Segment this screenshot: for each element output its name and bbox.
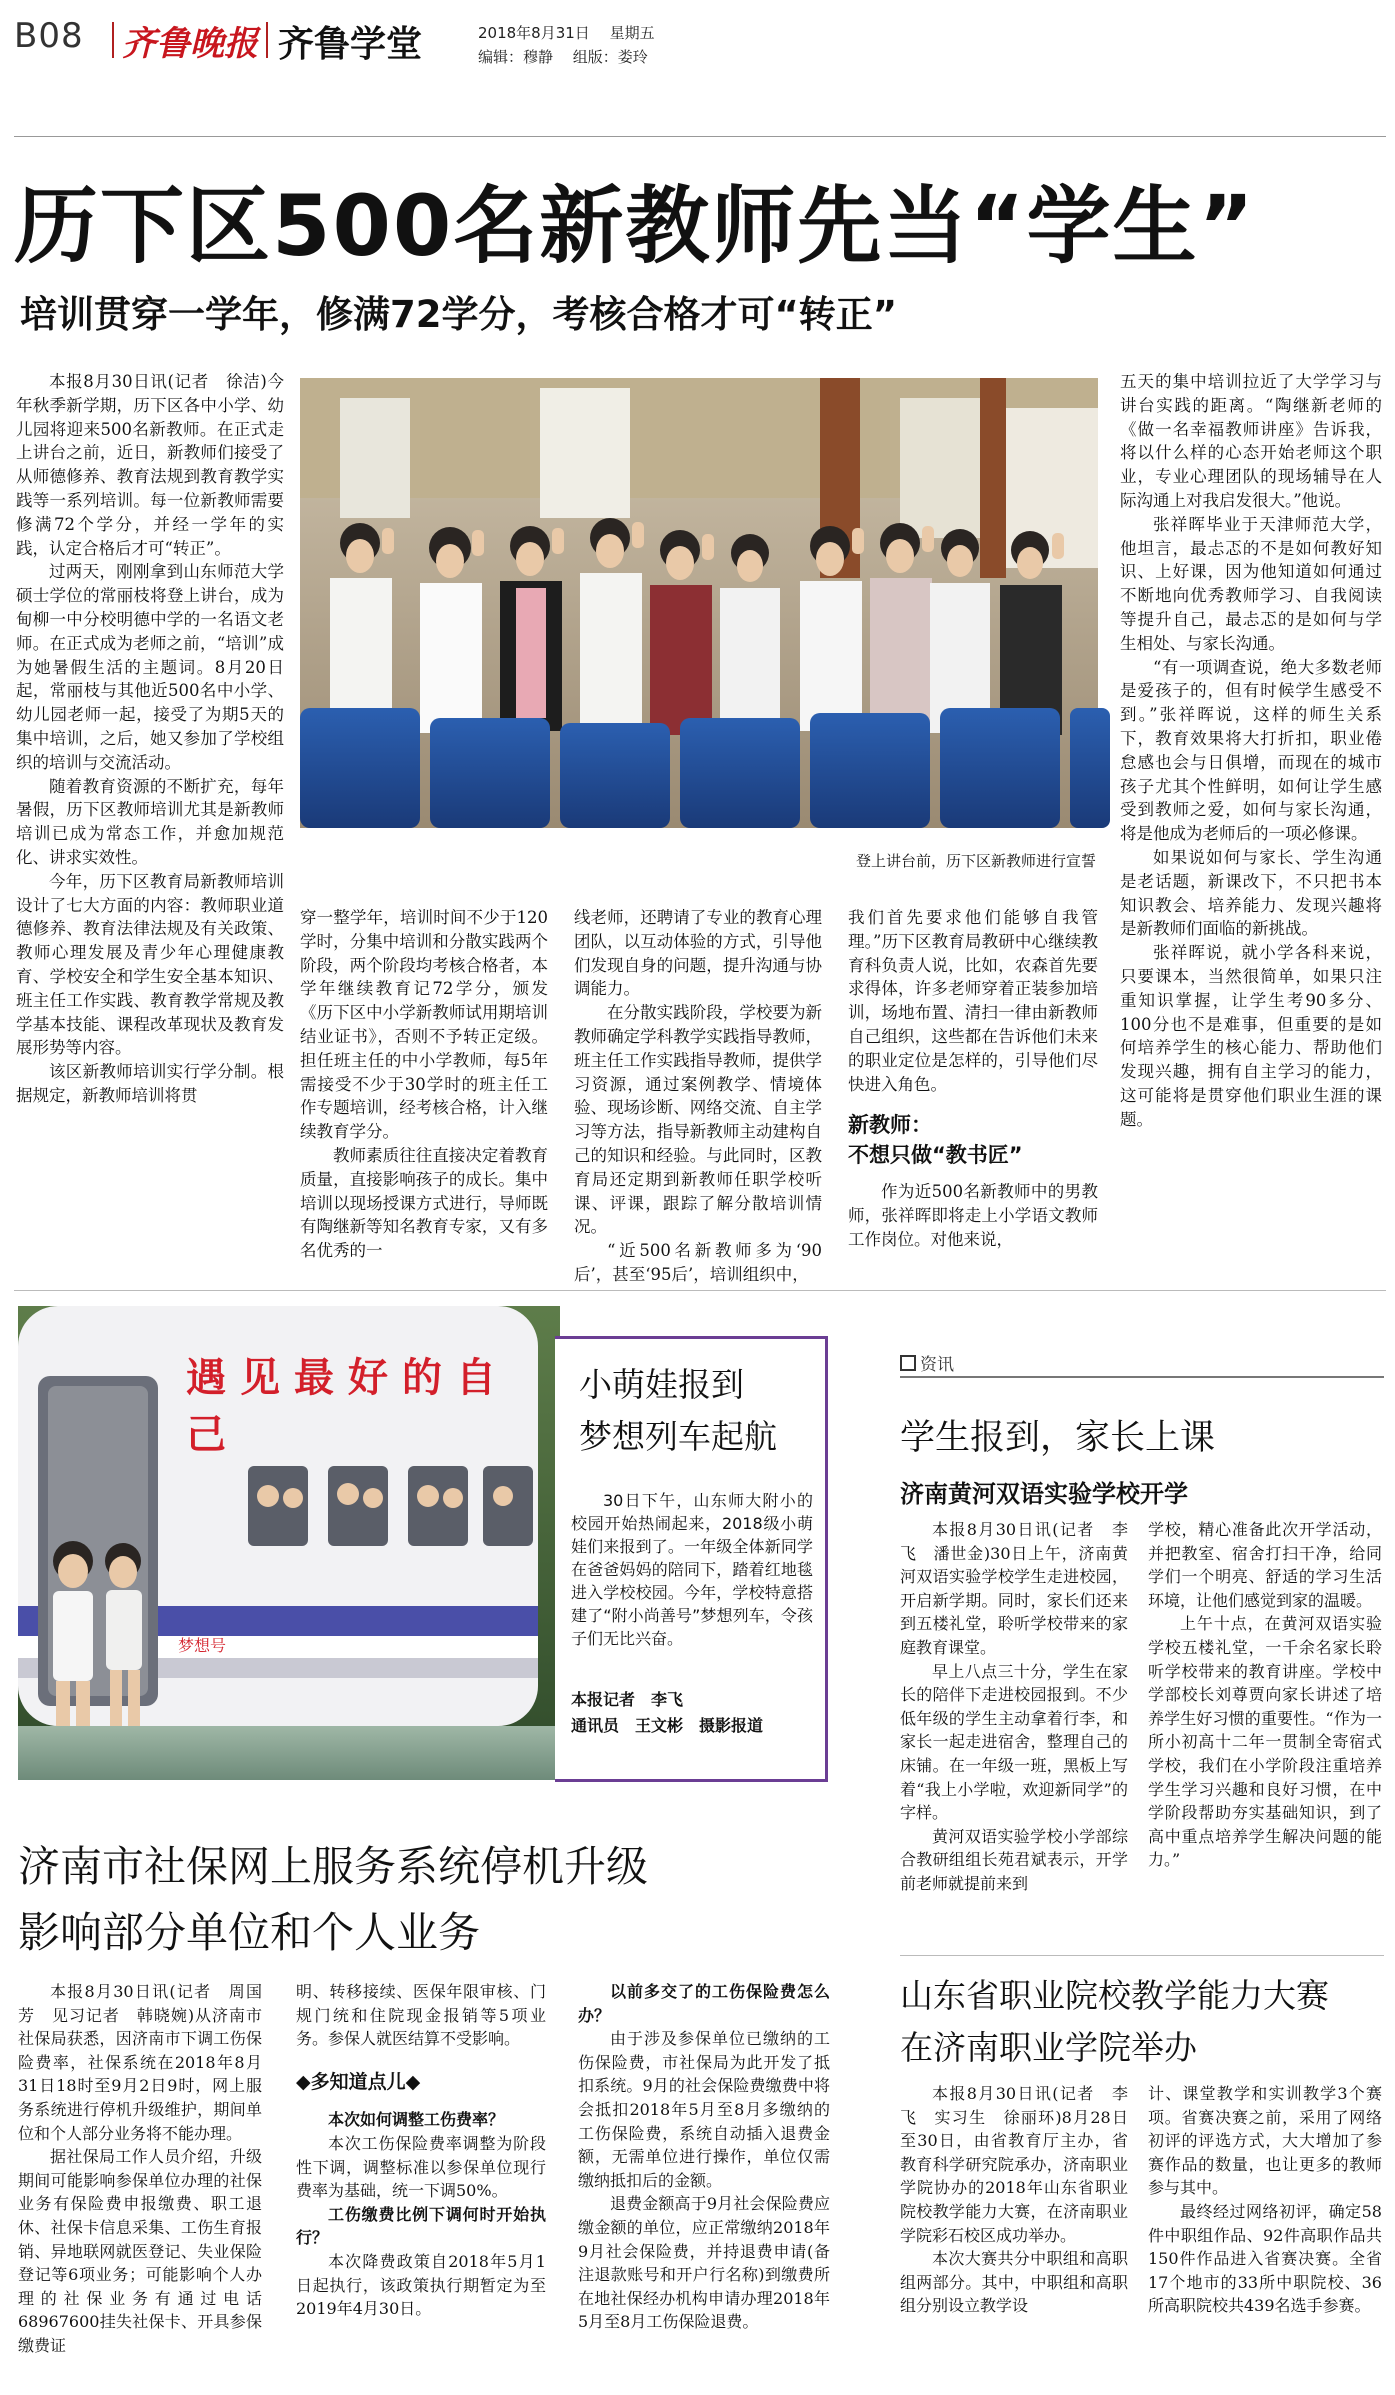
article3-headline (18, 1834, 648, 1966)
paragraph: 教师素质往往直接决定着教育质量，直接影响孩子的成长。集中培训以现场授课方式进行，导师既有陶继新等知名教育专家，又有多名优秀的一 (300, 1145, 548, 1261)
faq-answer: 本次工伤保险费率调整为阶段性下调，调整标准以参保单位现行费率为基础，统一下调50%。 (296, 2133, 546, 2201)
paragraph: 在分散实践阶段，学校要为新教师确定学科教学实践指导教师，班主任工作实践指导教师，提供学习资源，通过案例教学、情境体验、现场诊断、网络交流、自主学习等方法，指导新教师主动建构自己的知识和经验。与此同时，区教育局还定期到新教师任职学校听课、评课，跟踪了解分散培训情况。 (574, 1003, 822, 1237)
paragraph: 本报8月30日讯(记者 周国芳 见习记者 韩晓婉)从济南市社保局获悉，因济南市下调工伤保险费率，社保系统在2018年8月31日18时至9月2日9时，网上服务系统进行停机升级维护，期间单位和个人部分业务将不能办理。 (18, 1982, 262, 2143)
main-headline: 历下区500名新教师先当“学生” (14, 177, 1256, 275)
credit-line: 本报记者 李飞 (571, 1690, 684, 1709)
news2-right-col (1148, 2082, 1382, 2390)
article3-col2 (296, 1980, 546, 2390)
faq-question: 工伤缴费比例下调何时开始执行？ (296, 2204, 546, 2248)
layout-editor: 组版：娄玲 (572, 48, 648, 66)
main-article-col2 (300, 906, 548, 1260)
editor: 编辑：穆静 (478, 48, 554, 66)
paragraph: “有一项调查说，绝大多数老师是爱孩子的，但有时候学生感受不到。”张祥晖说，这样的师生关系下，教育效果将大打折扣，职业倦怠感也会与日俱增，而现在的城市孩子尤其个性鲜明，如何让学生感受到教师之爱，如何与家长沟通，将是他成为老师后的一项必修课。 (1120, 657, 1382, 844)
paragraph: 30日下午，山东师大附小的校园开始热闹起来，2018级小萌娃们来报到了。一年级全体新同学在爸爸妈妈的陪同下，踏着红地毯进入学校校园。今年，学校特意搭建了“附小尚善号”梦想列车，令孩子们无比兴奋。 (571, 1491, 813, 1648)
main-photo (300, 378, 1098, 828)
headline-line: 济南市社保网上服务系统停机升级 (18, 1842, 649, 1891)
paragraph: 过两天，刚刚拿到山东师范大学硕士学位的常丽枝将登上讲台，成为甸柳一中分校明德中学的一名语文老师。在正式成为老师之前，“培训”成为她暑假生活的主题词。8月20日起，常丽枝与其他近500名中小学、幼儿园老师一起，接受了为期5天的集中培训，之后，她又参加了学校组织的培训与交流活动。 (16, 562, 284, 772)
photo-news-body (571, 1489, 813, 1669)
divider (112, 22, 114, 58)
credit-line: 通讯员 王文彬 摄影报道 (571, 1716, 764, 1735)
divider (266, 22, 268, 58)
paragraph: 本报8月30日讯(记者 李飞 潘世金)30日上午，济南黄河双语实验学校学生走进校园，开启新学期。同时，家长们还来到五楼礼堂，聆听学校带来的家庭教育课堂。 (900, 1520, 1128, 1657)
news-icon (900, 1355, 916, 1371)
main-subheadline: 培训贯穿一学年，修满72学分，考核合格才可“转正” (20, 293, 898, 336)
page-number: B08 (14, 16, 84, 56)
faq-answer: 由于涉及参保单位已缴纳的工伤保险费，市社保局为此开发了抵扣系统。9月的社会保险费缴费中将会抵扣2018年5月至8月多缴纳的工伤保险费，系统自动插入退费金额，无需单位进行操作，单位仅需缴纳抵扣后的金额。 (578, 2029, 830, 2190)
issue-date (478, 22, 655, 43)
paragraph: 本报8月30日讯(记者 徐洁)今年秋季新学期，历下区各中小学、幼儿园将迎来500名新教师。在正式走上讲台之前，近日，新教师们接受了从师德修养、教育法规到教育教学实践等一系列培训。每一位新教师需要修满72个学分，并经一学年的实践，认定合格后才可“转正”。 (16, 372, 284, 558)
paragraph: 本报8月30日讯(记者 李飞 实习生 徐丽环)8月28日至30日，由省教育厅主办，省教育科学研究院承办，济南职业学院协办的2018年山东省职业院校教学能力大赛，在济南职业学院彩石校区成功举办。 (900, 2084, 1128, 2245)
paper-logo: 齐鲁晚报 (122, 24, 258, 64)
title-line: 小萌娃报到 (579, 1365, 744, 1404)
train-car-label: 梦想号 (178, 1636, 227, 1655)
main-article-col3 (574, 906, 822, 1284)
paragraph: 该区新教师培训实行学分制。根据规定，新教师培训将贯 (16, 1062, 284, 1105)
paragraph: 学校，精心准备此次开学活动，并把教室、宿舍打扫干净，给同学们一个明亮、舒适的学习生活环境，让他们感觉到家的温暖。 (1148, 1520, 1382, 1610)
teachers-oath-photo (300, 378, 1098, 828)
news-box-label (900, 1350, 954, 1375)
photo-credits (571, 1687, 763, 1739)
paragraph: 明、转移接续、医保年限审核、门规门统和住院现金报销等5项业务。参保人就医结算不受影响。 (296, 1982, 546, 2049)
editor-credits (478, 46, 648, 67)
photo-news-box (555, 1336, 828, 1782)
paragraph: 穿一整学年，培训时间不少于120学时，分集中培训和分散实践两个阶段，两个阶段均考核合格者，本学年继续教育记72学分，颁发《历下区中小学新教师试用期培训结业证书》，否则不予转正定级。担任班主任的中小学教师，每5年需接受不少于30学时的班主任工作专题培训，经考核合格，计入继续教育学分。 (300, 908, 548, 1142)
subhead-line: 新教师： (848, 1113, 932, 1138)
news-box-rule (900, 1376, 1384, 1378)
paragraph: 我们首先要求他们能够自我管理。”历下区教育局教研中心继续教育科负责人说，比如，农森首先要求得体，许多老师穿着正装参加培训，场地布置、清扫一律由新教师自己组织，这些都在告诉他们未来的职业定位是怎样的，引导他们尽快进入角色。 (848, 908, 1098, 1094)
know-more-header: ◆多知道点儿◆ (296, 2070, 421, 2093)
title-line: 山东省职业院校教学能力大赛 (900, 1976, 1329, 2015)
subhead-line: 不想只做“教书匠” (848, 1143, 1023, 1168)
paragraph: 作为近500名新教师中的男教师，张祥晖即将走上小学语文教师工作岗位。对他来说， (848, 1182, 1098, 1249)
paragraph: “近500名新教师多为‘90后’，甚至‘95后’，培训组织中， (574, 1241, 822, 1284)
title-line: 梦想列车起航 (579, 1417, 777, 1456)
news1-left-col (900, 1518, 1128, 1946)
faq-question: 以前多交了的工伤保险费怎么办？ (578, 1982, 830, 2025)
title-line: 在济南职业学院举办 (900, 2028, 1197, 2067)
faq-question: 本次如何调整工伤费率？ (328, 2110, 505, 2130)
section-title: 齐鲁学堂 (278, 24, 423, 65)
main-article-col5 (1120, 370, 1382, 1260)
main-article-col1 (16, 370, 284, 1260)
paragraph: 今年，历下区教育局新教师培训设计了七大方面的内容：教师职业道德修养、教育法律法规及有关政策、教师心理发展及青少年心理健康教育、学校安全和学生安全基本知识、班主任工作实践、教育教学常规及教学基本技能、课程改革现状及教育发展形势等内容。 (16, 871, 284, 1058)
paragraph: 早上八点三十分，学生在家长的陪伴下走进校园报到。不少低年级的学生主动拿着行李，和家长一起走进宿舍，整理自己的床铺。在一年级一班，黑板上写着“我上小学啦，欢迎新同学”的字样。 (900, 1661, 1128, 1823)
headline-line: 影响部分单位和个人业务 (18, 1908, 481, 1957)
paragraph: 张祥晖说，就小学各科来说，只要课本，当然很简单，如果只注重知识掌握，让学生考90多分、100分也不是难事，但重要的是如何培养学生的核心能力、帮助他们发现兴趣，拥有自主学习的能力，这可能将是贯穿他们职业生涯的课题。 (1120, 943, 1382, 1129)
article3-col1 (18, 1980, 262, 2390)
photo-news-title (579, 1359, 777, 1463)
article3-col3 (578, 1980, 830, 2390)
news-divider (900, 1955, 1384, 1956)
news1-title: 学生报到，家长上课 (900, 1418, 1216, 1458)
faq-answer: 本次降费政策自2018年5月1日起执行，该政策执行期暂定为至2019年4月30日。 (296, 2251, 546, 2319)
faq-answer: 退费金额高于9月社会保险费应缴金额的单位，应正常缴纳2018年9月社会保险费，并持退费申请(备注退款账号和开户行名称)到缴费所在地社保经办机构申请办理2018年5月至8月工伤保险退费。 (578, 2194, 830, 2332)
main-article-col4 (848, 906, 1098, 1260)
news2-left-col (900, 2082, 1128, 2390)
masthead (0, 0, 1395, 90)
section-subhead (848, 1110, 1098, 1170)
weekday: 星期五 (609, 24, 655, 42)
section-rule (14, 1290, 1386, 1291)
news-label: 资讯 (920, 1355, 954, 1375)
paragraph: 据社保局工作人员介绍，升级期间可能影响参保单位办理的社保业务有保险费申报缴费、职工退休、社保卡信息采集、工伤生育报销、异地联网就医登记、失业保险登记等6项业务；可能影响个人办理的社保业务有通过电话68967600挂失社保卡、开具参保缴费证 (18, 2147, 262, 2355)
photo-caption: 登上讲台前，历下区新教师进行宣誓 (855, 852, 1096, 870)
paragraph: 随着教育资源的不断扩充，每年暑假，历下区教师培训尤其是新教师培训已成为常态工作，并愈加规范化、讲求实效性。 (16, 776, 284, 867)
paragraph: 张祥晖毕业于天津师范大学，他坦言，最忐忑的不是如何教好知识、上好课，因为他知道如何通过不断地向优秀教师学习、自我阅读等提升自己，最忐忑的是如何与学生相处、与家长沟通。 (1120, 514, 1382, 653)
paragraph: 如果说如何与家长、学生沟通是老话题，新课改下，不只把书本知识教会、培养能力、发现兴趣将是新教师们面临的新挑战。 (1120, 847, 1382, 939)
masthead-rule (14, 136, 1386, 137)
paragraph: 五天的集中培训拉近了大学学习与讲台实践的距离。“陶继新老师的《做一名幸福教师讲座》告诉我，将以什么样的心态开始老师这个职业，专业心理团队的现场辅导在人际沟通上对我启发很大。”他说。 (1120, 372, 1382, 510)
date: 2018年8月31日 (478, 24, 590, 42)
paragraph: 线老师，还聘请了专业的教育心理团队，以互动体验的方式，引导他们发现自身的问题，提升沟通与协调能力。 (574, 908, 822, 999)
paragraph: 黄河双语实验学校小学部综合教研组组长苑君斌表示，开学前老师就提前来到 (900, 1826, 1128, 1893)
paragraph: 计、课堂教学和实训教学3个赛项。省赛决赛之前，采用了网络初评的评选方式，大大增加了参赛作品的数量，也让更多的教师参与其中。 (1148, 2084, 1382, 2198)
train-photo (18, 1306, 560, 1780)
paragraph: 本次大赛共分中职组和高职组两部分。其中，中职组和高职组分别设立教学设 (900, 2249, 1128, 2316)
news1-right-col (1148, 1518, 1382, 1946)
paragraph: 最终经过网络初评，确定58件中职组作品、92件高职作品共150件作品进入省赛决赛。全省17个地市的33所中职院校、36所高职院校共439名选手参赛。 (1148, 2201, 1382, 2316)
paragraph: 上午十点，在黄河双语实验学校五楼礼堂，一千余名家长聆听学校带来的教育讲座。学校中学部校长刘尊贾向家长讲述了培养学生好习惯的重要性。“作为一所小初高十二年一贯制全寄宿式学校，我们在小学阶段注重培养学生学习兴趣和良好习惯，在中学阶段帮助夯实基础知识，到了高中重点培养学生解决问题的能力。” (1148, 1614, 1382, 1870)
train-banner: 遇见最好的自己 (186, 1354, 510, 1458)
news1-subtitle: 济南黄河双语实验学校开学 (900, 1480, 1188, 1508)
news2-title (900, 1970, 1329, 2074)
